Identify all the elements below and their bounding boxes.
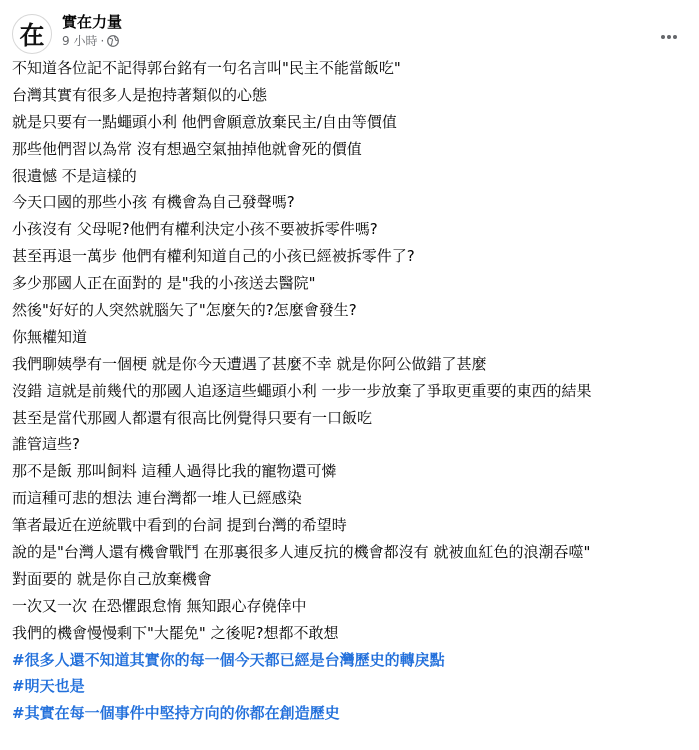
page-name[interactable]: 實在力量 (62, 13, 123, 31)
post-line: 筆者最近在逆統戰中看到的台詞 提到台灣的希望時 (12, 516, 347, 535)
post-line: 甚至再退一萬步 他們有權利知道自己的小孩已經被拆零件了? (12, 247, 415, 266)
post-line: 台灣其實有很多人是抱持著類似的心態 (12, 85, 268, 104)
post-meta (62, 33, 119, 49)
post-line: 多少那國人正在面對的 是"我的小孩送去醫院" (12, 274, 316, 293)
post-line: 一次又一次 在恐懼跟怠惰 無知跟心存僥倖中 (12, 596, 307, 615)
avatar-char: 在 (19, 21, 45, 50)
meta-separator: · (100, 34, 105, 48)
post-line: 我們聊姨學有一個梗 就是你今天遭遇了甚麼不幸 就是你阿公做錯了甚麼 (12, 354, 487, 373)
post-line: 誰管這些? (12, 435, 80, 454)
post-line: 不知道各位記不記得郭台銘有一句名言叫"民主不能當飯吃" (12, 59, 401, 77)
more-horizontal-icon (659, 25, 679, 44)
post-line: 你無權知道 (12, 327, 88, 346)
post-line: 甚至是當代那國人都還有很高比例覺得只要有一口飯吃 (12, 408, 373, 427)
post-line: 然後"好好的人突然就腦矢了"怎麼矢的?怎麼會發生? (12, 301, 357, 320)
post-line: 那不是飯 那叫飼料 這種人過得比我的寵物還可憐 (12, 462, 337, 481)
post-line: 就是只要有一點蠅頭小利 他們會願意放棄民主/自由等價值 (12, 112, 397, 131)
post-line: 小孩沒有 父母呢?他們有權利決定小孩不要被拆零件嗎? (12, 220, 378, 239)
post-line: 很遺憾 不是這樣的 (12, 166, 137, 185)
post-line: 今天口國的那些小孩 有機會為自己發聲嗎? (12, 193, 295, 212)
globe-icon[interactable] (107, 35, 119, 47)
post-header (12, 8, 687, 58)
more-options-button[interactable] (651, 16, 687, 52)
post-line: 我們的機會慢慢剩下"大罷免" 之後呢?想都不敢想 (12, 623, 339, 642)
avatar[interactable] (12, 14, 52, 54)
hashtag-link[interactable]: #明天也是 (12, 677, 85, 696)
hashtag-link[interactable]: #很多人還不知道其實你的每一個今天都已經是台灣歷史的轉戾點 (12, 650, 445, 669)
post-line: 沒錯 這就是前幾代的那國人追逐這些蠅頭小利 一步一步放棄了爭取更重要的東西的結果 (12, 381, 592, 400)
post-line: 對面要的 就是你自己放棄機會 (12, 569, 212, 588)
hashtag-link[interactable]: #其實在每一個事件中堅持方向的你都在創造歷史 (12, 704, 340, 723)
post-line: 說的是"台灣人還有機會戰鬥 在那裏很多人連反抗的機會都沒有 就被血紅色的浪潮吞噬" (12, 543, 591, 562)
post-line: 那些他們習以為常 沒有想過空氣抽掉他就會死的價值 (12, 139, 362, 158)
post-time[interactable]: 9 小時 (62, 34, 98, 48)
post-line: 而這種可悲的想法 連台灣都一堆人已經感染 (12, 489, 302, 508)
post-text (12, 58, 672, 730)
